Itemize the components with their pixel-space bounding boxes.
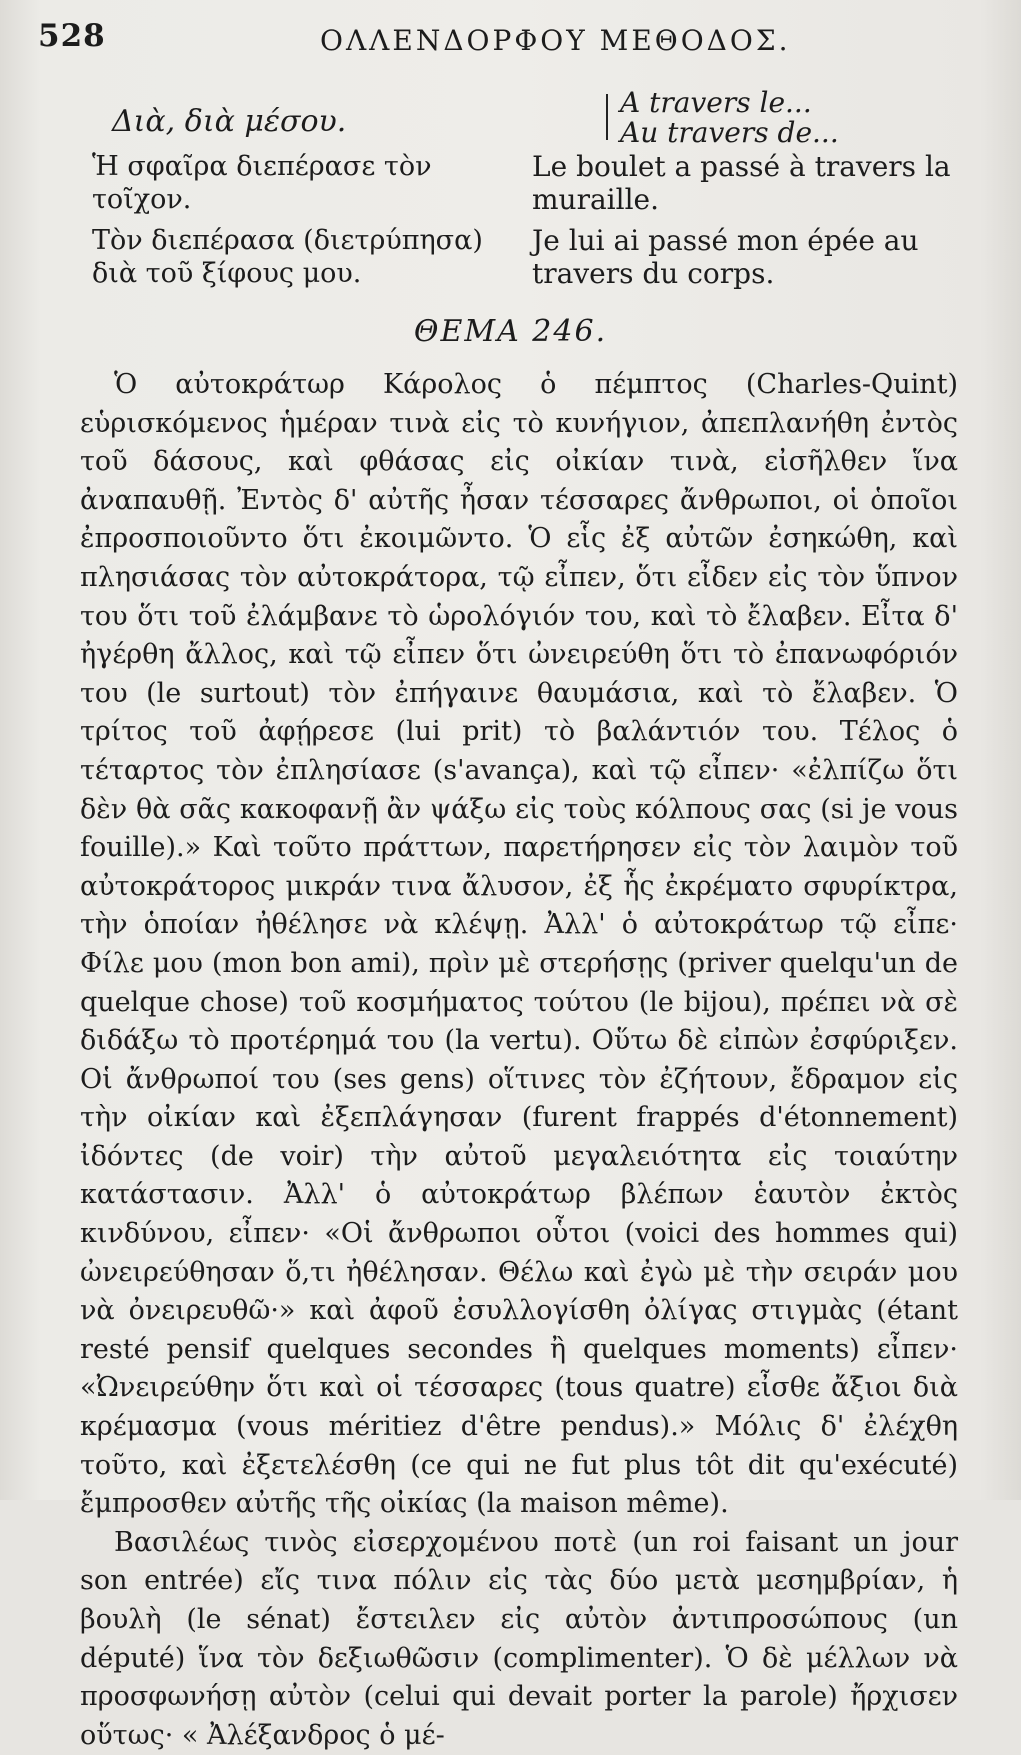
running-head — [0, 18, 1021, 66]
phrase-french: Je lui ai passé mon épée au travers du corps. — [532, 224, 919, 290]
phrase-row — [92, 150, 952, 216]
phrase-greek: Τὸν διεπέρασα (διετρύπησα) διὰ τοῦ ξίφους μου. — [92, 225, 483, 289]
vocab-greek: Διὰ, διὰ μέσου. — [112, 104, 347, 139]
example-phrases — [92, 150, 952, 298]
phrase-french: Le boulet a passé à travers la muraille. — [532, 150, 951, 216]
brace — [606, 94, 614, 140]
exercise-title: ΘΕΜΑ 246. — [413, 314, 608, 349]
phrase-row — [92, 224, 952, 290]
vocab-french — [620, 88, 839, 148]
paragraph: Ὁ αὐτοκράτωρ Κάρολος ὁ πέμπτος (Charles-Quint) εὑρισκόμενος ἡμέραν τινὰ εἰς τὸ κυνήγιον, ἀπεπλανήθη ἐντὸς τοῦ δάσους, καὶ φθάσας εἰς οἰκίαν τινὰ, εἰσῆλθεν ἵνα ἀναπαυθῇ. Ἐντὸς δ' αὐτῆς ἦσαν τέσσαρες ἄνθρωποι, οἱ ὁποῖοι ἐπροσποιοῦντο ὅτι ἐκοιμῶντο. Ὁ εἷς ἐξ αὐτῶν ἐσηκώθη, καὶ πλησιάσας τὸν αὐτοκράτορα, τῷ εἶπεν, ὅτι εἶδεν εἰς τὸν ὕπνον του ὅτι τοῦ ἐλάμβανε τὸ ὡρολόγιόν του, καὶ τὸ ἔλαβεν. Εἶτα δ' ἠγέρθη ἄλλος, καὶ τῷ εἶπεν ὅτι ὠνειρεύθη ὅτι τὸ ἐπανωφόριόν του (le surtout) τὸν ἐπήγαινε θαυμάσια, καὶ τὸ ἔλαβεν. Ὁ τρίτος τοῦ ἀφῄρεσε (lui prit) τὸ βαλάντιόν του. Τέλος ὁ τέταρτος τὸν ἐπλησίασε (s'avança), καὶ τῷ εἶπεν· «ἐλπίζω ὅτι δὲν θὰ σᾶς κακοφανῇ ἂν ψάξω εἰς τοὺς κόλπους σας (si je vous fouille).» Καὶ τοῦτο πράττων, παρετήρησεν εἰς τὸν λαιμὸν τοῦ αὐτοκράτορος μικράν τινα ἄλυσον, ἐξ ἧς ἐκρέματο σφυρίκτρα, τὴν ὁποίαν ἠθέλησε νὰ κλέψῃ. Ἀλλ' ὁ αὐτοκράτωρ τῷ εἶπε· Φίλε μου (mon bon ami), πρὶν μὲ στερήσῃς (priver quelqu'un de quelque chose) τοῦ κοσμήματος τούτου (le bijou), πρέπει νὰ σὲ διδάξω τὸ προτέρημά του (la vertu). Οὕτω δὲ εἰπὼν ἐσφύριξεν. Οἱ ἄνθρωποί του (ses gens) οἵτινες τὸν ἐζήτουν, ἔδραμον εἰς τὴν οἰκίαν καὶ ἐξεπλάγησαν (furent frappés d'étonnement) ἰδόντες (de voir) τὴν αὐτοῦ μεγαλειότητα εἰς τοιαύτην κατάστασιν. Ἀλλ' ὁ αὐτοκράτωρ βλέπων ἑαυτὸν ἐκτὸς κινδύνου, εἶπεν· «Οἱ ἄνθρωποι οὗτοι (voici des hommes qui) ὠνειρεύθησαν ὅ,τι ἠθέλησαν. Θέλω καὶ ἐγὼ μὲ τὴν σειράν μου νὰ ὀνειρευθῶ·» καὶ ἀφοῦ ἐσυλλογίσθη ὀλίγας στιγμὰς (étant resté pensif quelques secondes ἢ quelques moments) εἶπεν· «Ὠνειρεύθην ὅτι καὶ οἱ τέσσαρες (tous quatre) εἶσθε ἄξιοι διὰ κρέμασμα (vous méritiez d'être pendus).» Μόλις δ' ἐλέχθη τοῦτο, καὶ ἐξετελέσθη (ce qui ne fut plus tôt dit qu'exécuté) ἔμπροσθεν αὐτῆς τῆς οἰκίας (la maison même). — [80, 369, 958, 1520]
vocabulary-entry — [112, 86, 972, 149]
exercise-text — [80, 366, 958, 1755]
page-number: 528 — [38, 18, 106, 54]
paragraph: Βασιλέως τινὸς εἰσερχομένου ποτὲ (un roi faisant un jour son entrée) εἴς τινα πόλιν εἰς τὰς δύο μετὰ μεσημβρίαν, ἡ βουλὴ (le sénat) ἔστειλεν εἰς αὐτὸν ἀντιπροσώπους (un député) ἵνα τὸν δεξιωθῶσιν (complimenter). Ὁ δὲ μέλλων νὰ προσφωνήσῃ αὐτὸν (celui qui devait porter la parole) ἤρχισεν οὕτως· « Ἀλέξανδρος ὁ μέ- — [80, 1526, 958, 1751]
vocab-french-line-2: Au travers de... — [620, 116, 839, 149]
phrase-greek: Ἡ σφαῖρα διεπέρασε τὸν τοῖχον. — [92, 151, 432, 215]
book-title: ΟΛΛΕΝΔΟΡΦΟΥ ΜΕΘΟΔΟΣ. — [320, 24, 791, 57]
vocab-french-line-1: A travers le... — [620, 86, 812, 119]
